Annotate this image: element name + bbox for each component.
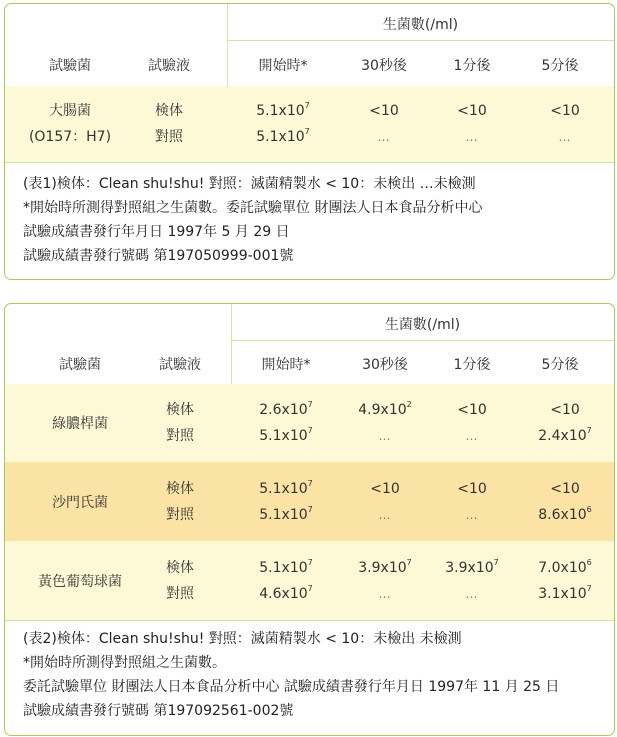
value-cell: <10 $2.4x10^7$	[538, 402, 592, 444]
value-cell: $3.9x10^7$ …	[445, 557, 499, 601]
table-1-group-header: 生菌數(/ml)	[382, 17, 459, 33]
table-2-liquid-header: 試驗液	[159, 357, 201, 373]
table-1-divider	[227, 40, 614, 41]
value-cell: <10 …	[457, 480, 487, 522]
table-2-time-header: 30秒後	[362, 357, 408, 373]
table-2-divider	[231, 304, 232, 384]
liquid-labels: 検体 對照	[166, 480, 194, 523]
table-2-notes: (表2)検体：Clean shu!shu! 對照：滅菌精製水 < 10：未檢出 未檢測 *開始時所測得對照組之生菌數。 委託試驗單位 財團法人日本食品分析中心 試驗成績書發行年月日 1997年 11 月 25 日 試驗成績書發行號碼 第197092561-002號	[23, 631, 560, 719]
table-row	[5, 462, 614, 541]
value-cell: <10 …	[370, 480, 400, 522]
value-cell: <10 $8.6x10^6$	[538, 480, 592, 523]
table-1-liquid-header: 試驗液	[148, 58, 190, 74]
value-cell: $5.1x10^7$ $4.6x10^7$	[259, 557, 313, 602]
value-cell: <10 …	[369, 103, 399, 144]
table-1-time-header: 30秒後	[361, 58, 407, 74]
value-cell: <10 …	[457, 103, 487, 144]
value-cell: $2.6x10^7$ $5.1x10^7$	[259, 400, 313, 444]
table-row	[5, 384, 614, 462]
table-row	[5, 86, 614, 162]
table-1-divider	[227, 4, 228, 86]
table-1-header	[5, 4, 614, 86]
table-1-time-header: 開始時*	[258, 58, 308, 74]
value-cell: <10 …	[457, 402, 487, 443]
liquid-labels: 検体 對照	[166, 559, 194, 602]
table-1-bacteria-header: 試驗菌	[49, 58, 91, 74]
table-1-time-header: 1分後	[453, 58, 491, 74]
table-1-divider	[5, 162, 614, 163]
table-2-card	[4, 303, 615, 736]
table-2-time-header: 5分後	[541, 357, 579, 373]
bacteria-name: 大腸菌 (O157：H7)	[28, 103, 112, 145]
table-2-group-header: 生菌數(/ml)	[384, 317, 461, 333]
liquid-labels: 検体 對照	[155, 103, 183, 145]
table-2-divider	[5, 620, 614, 621]
value-cell: $5.1x10^7$ $5.1x10^7$	[259, 478, 313, 523]
value-cell: $3.9x10^7$ …	[358, 557, 412, 601]
liquid-labels: 検体 對照	[166, 402, 194, 444]
bacteria-name: 黃色葡萄球菌	[38, 573, 122, 590]
value-cell: $7.0x10^6$ $3.1x10^7$	[538, 557, 592, 602]
table-2-bacteria-header: 試驗菌	[59, 357, 101, 373]
bacteria-name: 綠膿桿菌	[52, 416, 108, 432]
bacteria-name: 沙門氏菌	[52, 494, 108, 511]
value-cell: $5.1x10^7$ $5.1x10^7$	[256, 101, 310, 145]
table-1-notes: (表1)検体：Clean shu!shu! 對照：滅菌精製水 < 10：未検出 …未檢測 *開始時所測得對照組之生菌數。委託試驗單位 財團法人日本食品分析中心 試驗成績書發行年月日 1997年 5 月 29 日 試驗成績書發行號碼 第197050999-001號	[23, 176, 483, 264]
table-1-card	[4, 3, 615, 280]
value-cell: <10 …	[550, 103, 580, 144]
table-2-time-header: 開始時*	[261, 357, 311, 373]
table-1-time-header: 5分後	[541, 58, 579, 74]
table-row	[5, 541, 614, 620]
value-cell: $4.9x10^2$ …	[358, 400, 412, 443]
table-2-divider	[231, 340, 614, 341]
table-2-time-header: 1分後	[453, 357, 491, 373]
table-2-header	[5, 304, 614, 384]
